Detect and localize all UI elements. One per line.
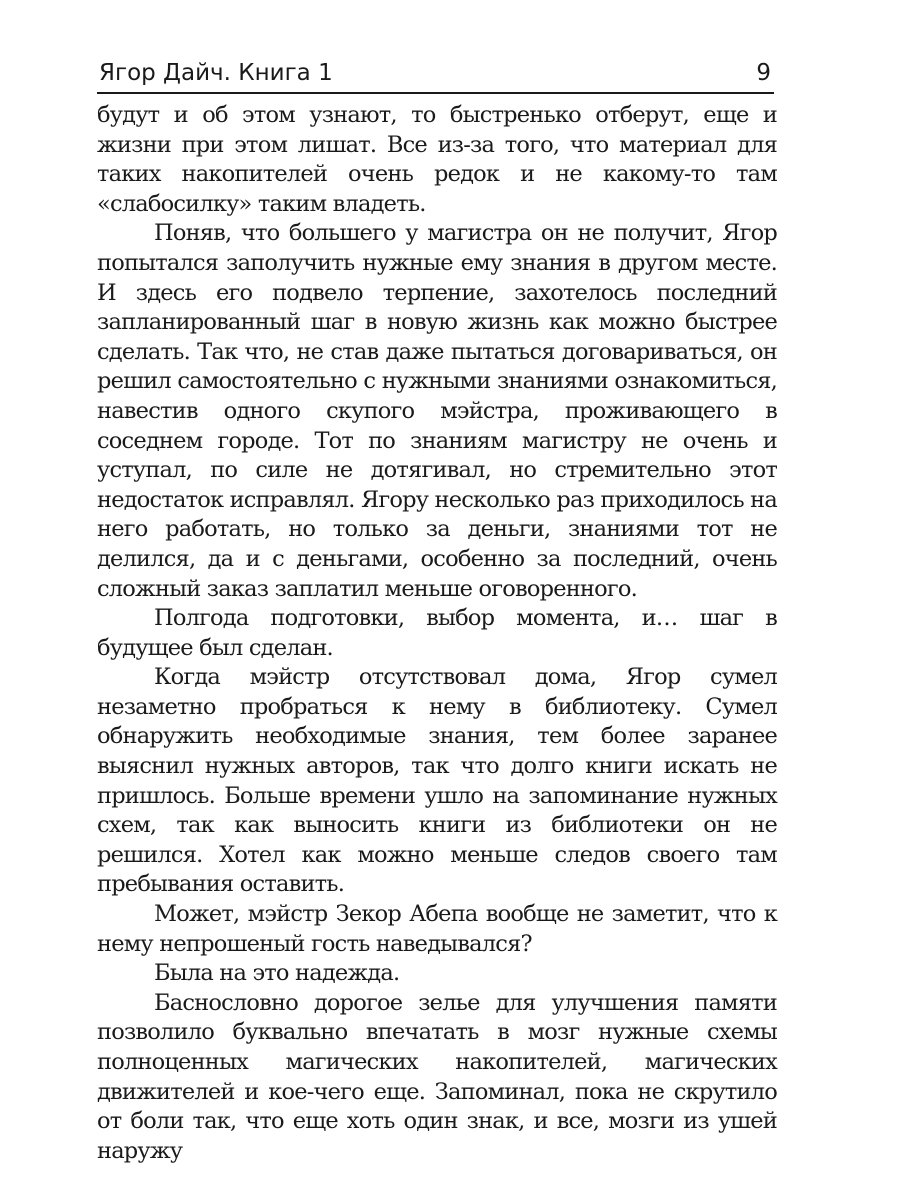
paragraph: будут и об этом узнают, то быстренько отберут, еще и жизни при этом лишат. Все из-за того, что материал для таких накопителей очень редок и не какому-то там «слабосилку» таким владеть. [97, 102, 777, 217]
paragraph: Полгода подготовки, выбор момента, и… шаг в будущее был сделан. [97, 605, 777, 661]
paragraph: Была на это надежда. [154, 960, 400, 987]
page-number: 9 [756, 60, 771, 86]
paragraph: Когда мэйстр отсутствовал дома, Ягор сумел незаметно пробраться к нему в библиотеку. Сумел обнаружить необходимые знания, тем более заранее выяснил нужных авторов, так что долго книги искать не пришлось. Больше времени ушло на запоминание нужных схем, так как выносить книги из библиотеки он не решился. Хотел как можно меньше следов своего там пребывания оставить. [97, 664, 777, 898]
paragraph: Баснословно дорогое зелье для улучшения памяти позволило буквально впечатать в мозг нужные схемы полноценных магических накопителей, магических движителей и кое-чего еще. Запоминал, пока не скрутило от боли так, что еще хоть один знак, и все, мозги из ушей наружу [97, 989, 777, 1164]
running-title: Ягор Дайч. Книга 1 [99, 60, 333, 86]
running-header [97, 56, 774, 94]
paragraph: Может, мэйстр Зекор Абепа вообще не заметит, что к нему непрошеный гость наведывался? [97, 901, 777, 957]
body-text [97, 101, 777, 1166]
paragraph: Поняв, что большего у магистра он не получит, Ягор попытался заполучить нужные ему знания в другом месте. И здесь его подвело терпение, захотелось последний запланированный шаг в новую жизнь как можно быстрее сделать. Так что, не став даже пытаться договариваться, он решил самостоятельно с нужными знаниями ознакомиться, навестив одного скупого мэйстра, проживающего в соседнем городе. Тот по знаниям магистру не очень и уступал, по силе не дотягивал, но стремительно этот недостаток исправлял. Ягору несколько раз приходилось на него работать, но только за деньги, знаниями тот не делился, да и с деньгами, особенно за последний, очень сложный заказ заплатил меньше оговоренного. [97, 220, 777, 602]
